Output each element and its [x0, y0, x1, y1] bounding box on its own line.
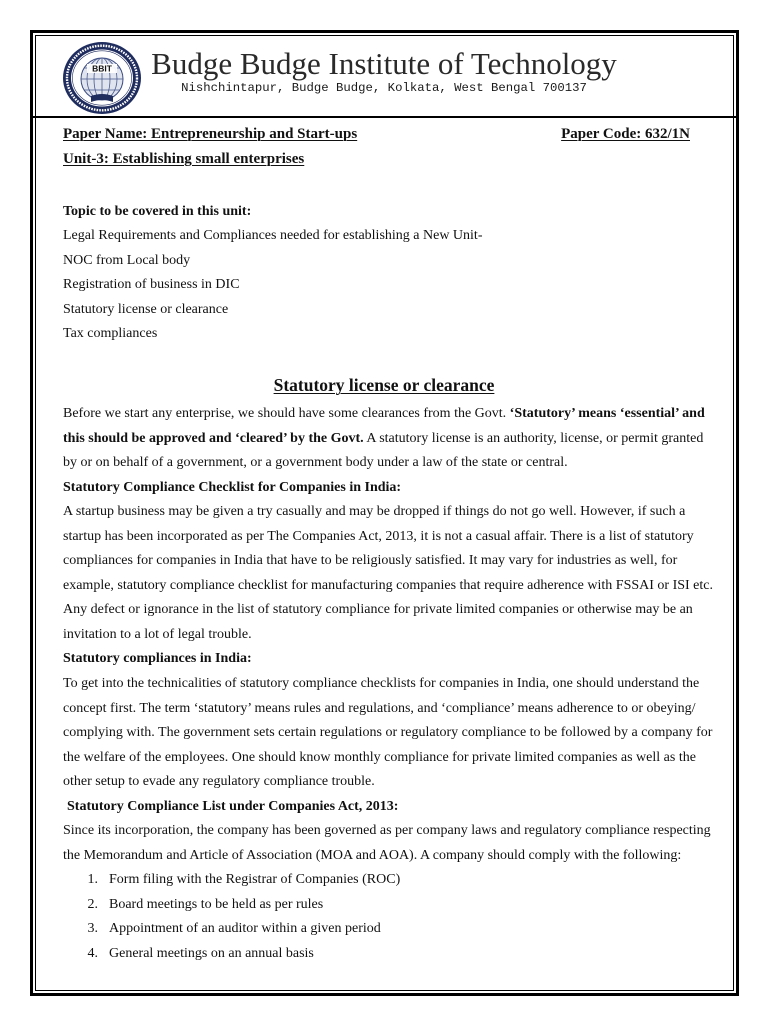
- section-body: [63, 402, 723, 967]
- list-item: [63, 917, 723, 942]
- unit-title: Unit-3: Establishing small enterprises: [63, 151, 305, 167]
- body-line: Since its incorporation, the company has been governed as per company laws and regulatory compliance respecting: [63, 823, 711, 839]
- topic-item: Tax compliances: [63, 326, 158, 342]
- list-item: [63, 893, 723, 918]
- list-number: 4.: [87, 946, 98, 962]
- body-line: To get into the technicalities of statutory compliance checklists for companies in India, one should understand the: [63, 676, 700, 692]
- institute-address: Nishchintapur, Budge Budge, Kolkata, West Bengal 700137: [181, 81, 587, 95]
- list-number: 1.: [87, 872, 98, 888]
- body-text-bold: this should be approved and ‘cleared’ by the Govt.: [63, 430, 364, 446]
- topic-item: NOC from Local body: [63, 252, 191, 268]
- body-text: Before we start any enterprise, we should have some clearances from the Govt.: [63, 406, 510, 421]
- topic-item: Statutory license or clearance: [63, 301, 229, 317]
- subheading: Statutory compliances in India:: [63, 651, 252, 667]
- paper-name: Paper Name: Entrepreneurship and Start-ups: [63, 126, 358, 142]
- list-item: [63, 942, 723, 967]
- body-line: the Memorandum and Article of Association (MOA and AOA). A company should comply with the following:: [63, 847, 682, 863]
- body-text-bold: ‘Statutory’ means ‘essential’ and: [509, 406, 705, 421]
- body-line: concept first. The term ‘statutory’ means rules and regulations, and ‘compliance’ means adherence to or obeying/: [63, 700, 696, 716]
- body-line: [63, 402, 723, 427]
- section-heading-text: Statutory license or clearance: [273, 375, 495, 395]
- body-line: Any defect or ignorance in the list of statutory compliance for private limited companies or otherwise may be an: [63, 602, 693, 618]
- body-text: A statutory license is an authority, license, or permit granted: [363, 430, 704, 446]
- paper-code: Paper Code: 632/1N: [561, 126, 690, 142]
- topic-item: Registration of business in DIC: [63, 277, 240, 293]
- section-heading: [0, 373, 768, 397]
- list-number: 3.: [87, 921, 98, 937]
- list-number: 2.: [87, 896, 98, 912]
- list-text: Appointment of an auditor within a given period: [109, 921, 381, 937]
- paper-info: [63, 122, 690, 172]
- subheading: Statutory Compliance List under Companies Act, 2013:: [67, 798, 399, 814]
- list-item: [63, 868, 723, 893]
- topics-heading: Topic to be covered in this unit:: [63, 204, 252, 219]
- body-line: A startup business may be given a try casually and may be dropped if things do not go well. However, if such a: [63, 504, 686, 520]
- header-divider: [33, 116, 736, 118]
- body-line: startup has been incorporated as per The Companies Act, 2013, it is not a casual affair. There is a list of statutory: [63, 528, 694, 544]
- body-line: example, statutory compliance checklist for manufacturing companies that require adherence with FSSAI or ISI etc.: [63, 577, 714, 593]
- institute-name: Budge Budge Institute of Technology: [151, 46, 617, 81]
- logo-text: BBIT: [92, 63, 112, 74]
- body-line: [63, 427, 723, 452]
- topics-section: [63, 200, 483, 346]
- list-text: Form filing with the Registrar of Companies (ROC): [109, 872, 401, 888]
- topic-item: Legal Requirements and Compliances needed for establishing a New Unit-: [63, 228, 483, 244]
- list-text: Board meetings to be held as per rules: [109, 896, 324, 912]
- body-line: other setup to evade any regulatory compliance trouble.: [63, 774, 375, 790]
- body-line: invitation to a lot of legal trouble.: [63, 626, 252, 642]
- body-line: the welfare of the employees. One should know monthly compliance for private limited companies as well as the: [63, 749, 696, 765]
- body-line: complying with. The government sets certain regulations or regulatory compliance to be followed by a company for: [63, 725, 713, 741]
- list-text: General meetings on an annual basis: [109, 946, 314, 962]
- body-line: by or on behalf of a government, or a government body under a law of the state or central.: [63, 455, 568, 471]
- subheading: Statutory Compliance Checklist for Companies in India:: [63, 479, 402, 495]
- body-line: compliances for companies in India that have to be religiously satisfied. It may vary for industries as well, for: [63, 553, 678, 569]
